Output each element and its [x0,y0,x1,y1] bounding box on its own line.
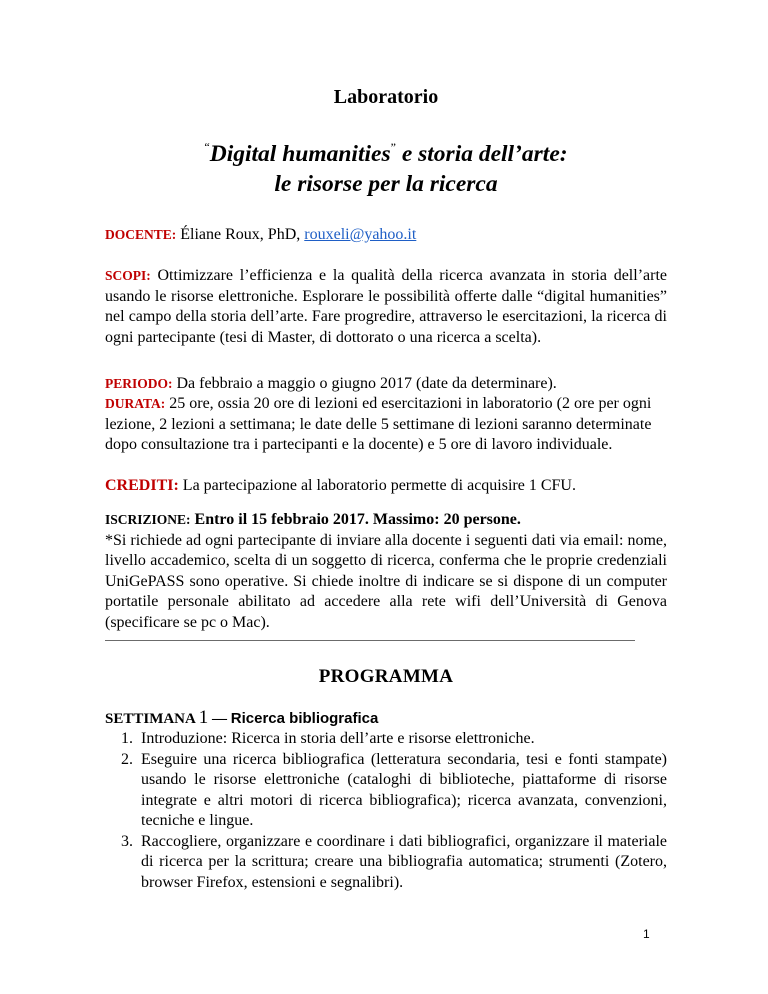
section-divider [105,640,635,641]
week-number: 1 [198,707,209,728]
periodo-label: PERIODO: [105,376,173,391]
list-item [105,750,667,832]
list-item [105,832,667,894]
durata-text: 25 ore, ossia 20 ore di lezioni ed esercitazioni in laboratorio (2 ore per ogni lezione, 2 lezioni a settimana; le date delle 5 settimane di lezioni saranno determinate dopo consultazione tra i partecipanti e la docente) e 5 ore di lavoro individuale. [105,395,652,453]
lab-title: Laboratorio [333,86,439,108]
list-item-text: Raccogliere, organizzare e coordinare i dati bibliografici, organizzare il materiale di ricerca per la scrittura; creare una bibliografia automatica; strumenti (Zotero, browser Firefox, estensioni e segnalibri). [141,832,667,891]
list-item-number: 2. [121,750,133,768]
iscrizione-deadline: Entro il 15 febbraio 2017. Massimo: 20 persone. [190,511,521,528]
crediti-label: CREDITI: [105,477,179,494]
crediti-text: La partecipazione al laboratorio permette di acquisire 1 CFU. [178,477,576,494]
crediti-section [105,476,667,497]
list-item [105,729,667,750]
durata-label: DURATA: [105,396,166,411]
durata-section [105,394,667,456]
week-dash: — [208,711,231,727]
page-number: 1 [643,927,650,941]
docente-label: DOCENTE: [105,227,177,242]
docente-text: Éliane Roux, PhD, [176,226,305,243]
list-item-text: Introduzione: Ricerca in storia dell’arte e risorse elettroniche. [141,730,535,747]
list-item-number: 1. [121,730,133,747]
course-title [105,132,667,199]
scopi-section [105,266,667,348]
scopi-text: Ottimizzare l’efficienza e la qualità della ricerca avanzata in storia dell’arte usando le risorse elettroniche. Esplorare le possibilità offerte dalle “digital humanities” nel campo della storia dell’arte. Fare progredire, attraverso le esercitazioni, la ricerca di ogni partecipante (tesi di Master, di dottorato o una ricerca a scelta). [105,267,667,346]
iscrizione-label: ISCRIZIONE: [105,512,191,527]
course-title-line-2: le risorse per la ricerca [274,171,498,197]
open-quote: “ [204,140,210,154]
periodo-text: Da febbraio a maggio o giugno 2017 (date da determinare). [172,375,557,392]
close-quote: ” [390,140,396,154]
iscrizione-heading [105,510,667,531]
title-part-1: Digital humanities [209,141,391,167]
course-title-line-1 [105,132,667,169]
week-1-heading [105,708,667,729]
docente-email-link[interactable]: rouxeli@yahoo.it [304,226,417,243]
list-item-text: Eseguire una ricerca bibliografica (letteratura secondaria, tesi e fonti stampate) usando le risorse elettroniche (cataloghi di biblioteche, piattaforme di risorse integrate e altri motori di ricerca bibliografica); ricerca avanzata, convenzioni, tecniche e lingue. [141,750,667,829]
iscrizione-text: *Si richiede ad ogni partecipante di inviare alla docente i seguenti dati via email: nome, livello accademico, scelta di un soggetto di ricerca, conferma che le proprie credenziali UniGePASS sono operative. Si chiede inoltre di indicare se si dispone di un computer portatile personale abilitato ad accedere alla rete wifi dell’Università di Genova (specificare se pc o Mac). [105,531,667,631]
programma-heading: PROGRAMMA [318,666,454,687]
title-part-2: e storia dell’arte: [395,141,568,167]
week-title: Ricerca bibliografica [230,710,379,727]
week-1-items [105,729,667,893]
scopi-label: SCOPI: [105,268,151,283]
periodo-section [105,374,667,395]
iscrizione-section [105,510,667,633]
list-item-number: 3. [121,832,133,850]
docente-section [105,225,667,246]
week-label: SETTIMANA [105,711,199,727]
